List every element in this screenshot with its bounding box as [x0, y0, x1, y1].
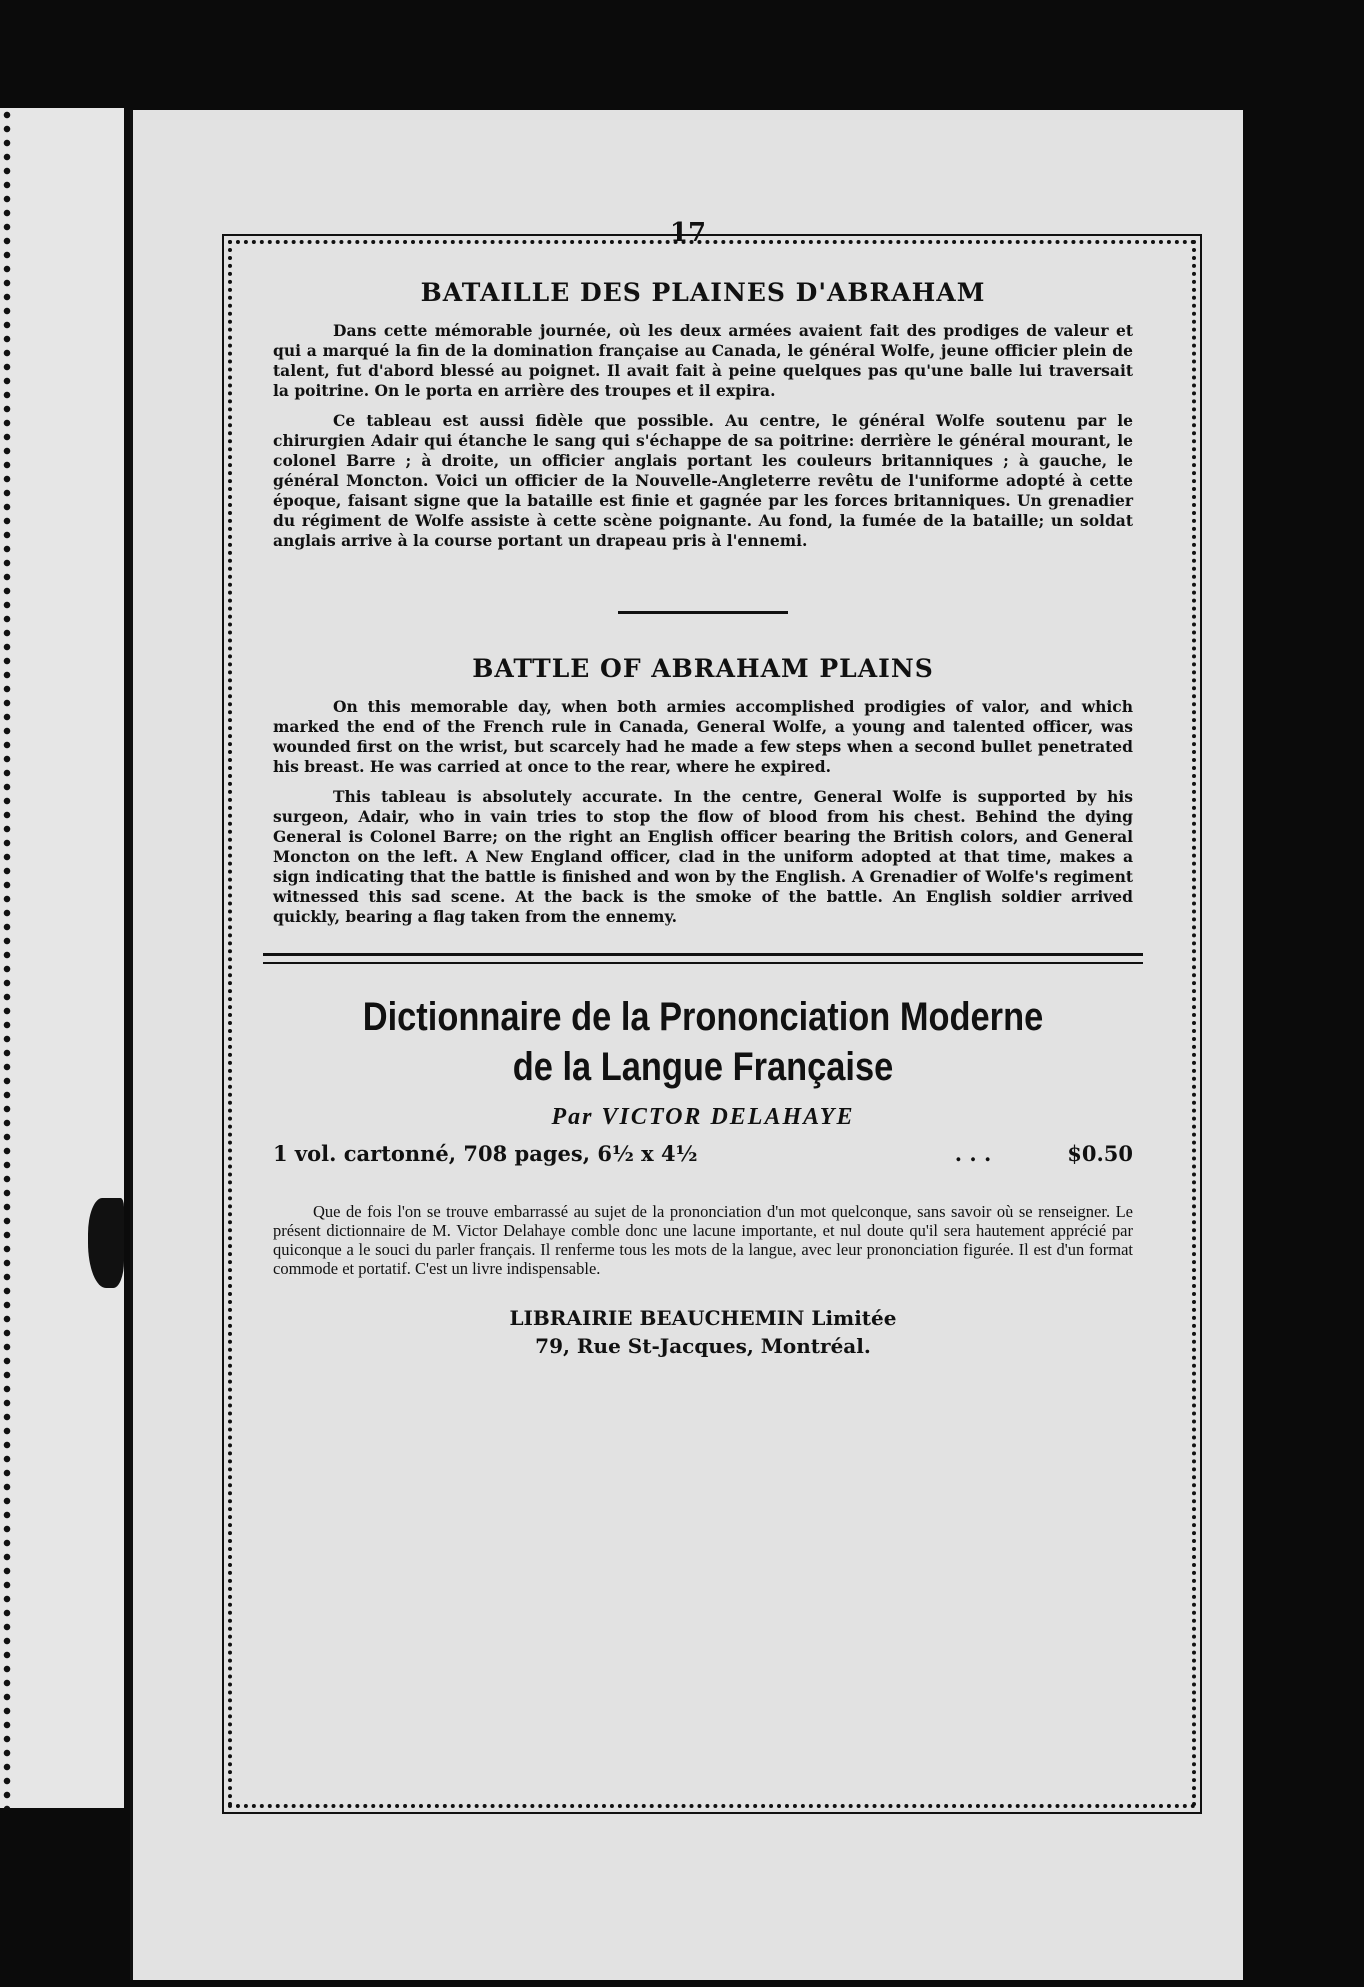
english-paragraph: This tableau is absolutely accurate. In the centre, General Wolfe is supported by his surgeon, Adair, who in vain tries to stop the flow of blood from his chest. Behind the dying General is Colonel Barre; on the right an English officer bearing the British colors, and General Moncton on the left. A New England officer, clad in the uniform adopted at that time, makes a sign indicating that the battle is finished and won by the English. A Grenadier of Wolfe's regiment witnessed this sad scene. At the back is the smoke of the battle. An English soldier arrived quickly, bearing a flag taken from the ennemy.	[273, 787, 1133, 926]
ad-author: Par VICTOR DELAHAYE	[551, 1104, 855, 1130]
binding-mark	[88, 1198, 124, 1288]
ad-title-line2: de la Langue Française	[512, 1045, 894, 1089]
page	[130, 110, 1243, 1980]
publisher-address: 79, Rue St-Jacques, Montréal.	[535, 1334, 871, 1358]
ad-divider	[263, 953, 1143, 964]
ad-leader-dots: . . .	[954, 1141, 992, 1166]
english-paragraph: On this memorable day, when both armies accomplished prodigies of valor, and which marked the end of the French rule in Canada, General Wolfe, a young and talented officer, was wounded first on the wrist, but scarcely had he made a few steps when a second bullet penetrated his breast. He was carried at once to the rear, where he expired.	[273, 697, 1133, 776]
ad-volume: 1 vol. cartonné, 708 pages, 6½ x 4½	[273, 1141, 698, 1166]
ad-price-row	[273, 1141, 1133, 1166]
page-content	[273, 260, 1133, 1360]
french-title: BATAILLE DES PLAINES D'ABRAHAM	[420, 278, 986, 307]
left-page-border	[0, 108, 14, 1808]
left-page-edge	[0, 108, 124, 1808]
ad-description: Que de fois l'on se trouve embarrassé au sujet de la prononciation d'un mot quelconque, sans savoir où se renseigner. Le présent dictionnaire de M. Victor Delahaye comble donc une lacune importante, et nul doute qu'il sera hautement apprécié par quiconque a le souci du parler français. Il renferme tous les mots de la langue, avec leur prononciation figurée. Il est d'un format commode et portatif. C'est un livre indispensable.	[273, 1202, 1133, 1278]
publisher-name: LIBRAIRIE BEAUCHEMIN Limitée	[509, 1306, 897, 1330]
section-divider	[618, 611, 788, 614]
ad-price: $0.50	[1067, 1141, 1133, 1166]
english-title: BATTLE OF ABRAHAM PLAINS	[472, 654, 934, 683]
french-paragraph: Dans cette mémorable journée, où les deux armées avaient fait des prodiges de valeur et qui a marqué la fin de la domination française au Canada, le général Wolfe, jeune officier plein de talent, fut d'abord blessé au poignet. Il avait fait à peine quelques pas qu'une balle lui traversait la poitrine. On le porta en arrière des troupes et il expira.	[273, 321, 1133, 400]
ad-title-line1: Dictionnaire de la Prononciation Moderne	[362, 995, 1044, 1039]
page-number: 17	[669, 218, 707, 248]
french-paragraph: Ce tableau est aussi fidèle que possible. Au centre, le général Wolfe soutenu par le chirurgien Adair qui étanche le sang qui s'échappe de sa poitrine: derrière le général mourant, le colonel Barre ; à droite, un officier anglais portant les couleurs britanniques ; à gauche, le général Moncton. Voici un officier de la Nouvelle-Angleterre revêtu de l'uniforme adopté à cette époque, faisant signe que la bataille est finie et gagnée par les forces britanniques. Un grenadier du régiment de Wolfe assiste à cette scène poignante. Au fond, la fumée de la bataille; un soldat anglais arrive à la course portant un drapeau pris à l'ennemi.	[273, 411, 1133, 550]
